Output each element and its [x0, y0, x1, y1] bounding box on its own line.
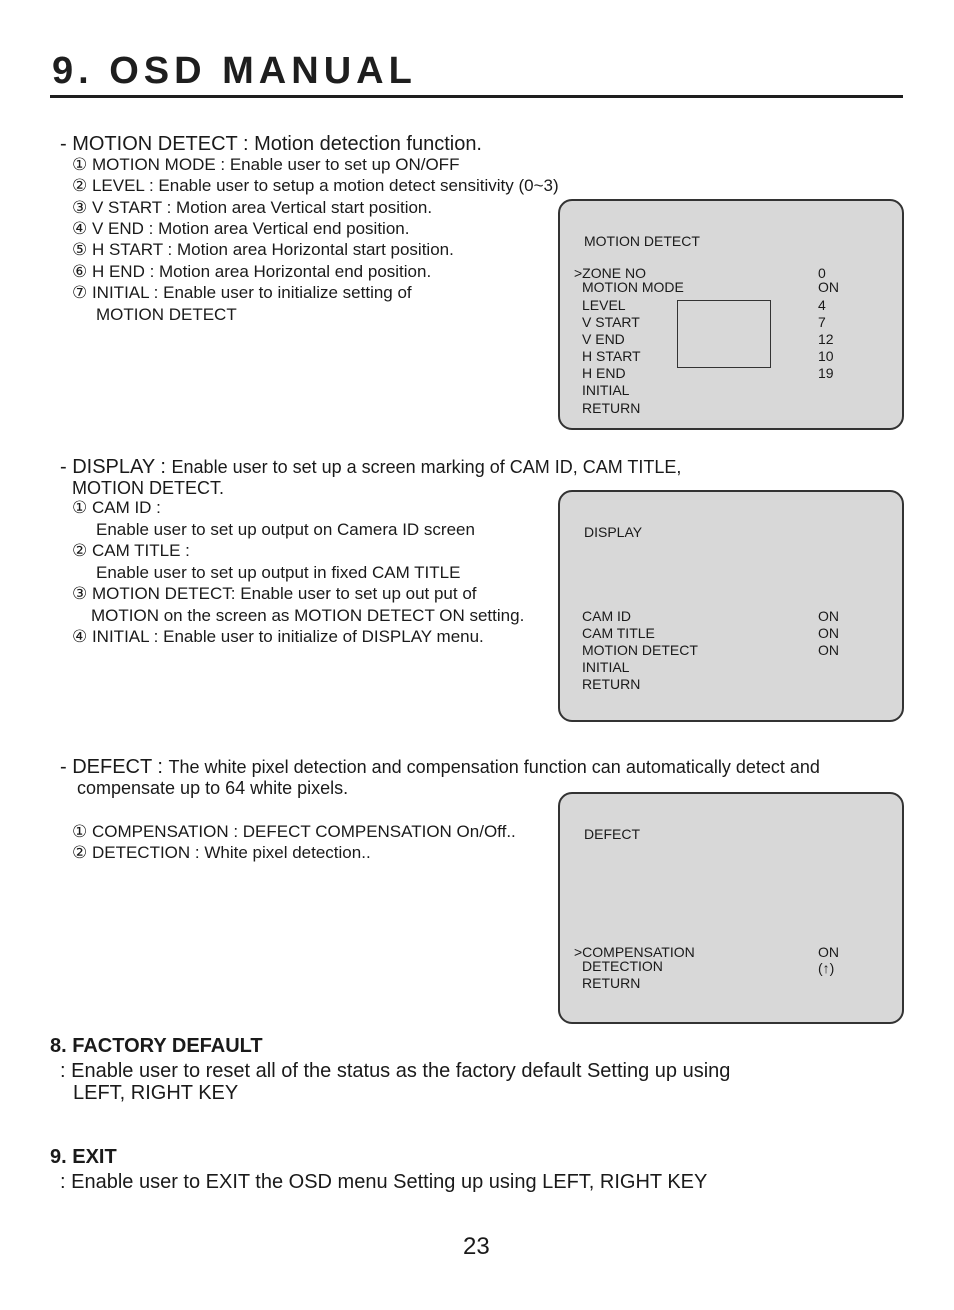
osd-row-label: MOTION MODE — [582, 279, 684, 295]
osd-row-label: H END — [582, 365, 626, 381]
defect-osd-screen — [558, 792, 904, 1024]
page-title: 9. OSD MANUAL — [52, 50, 417, 92]
osd-row-value: 4 — [818, 297, 826, 313]
display-item: ④ INITIAL : Enable user to initialize of DISPLAY menu. — [72, 627, 484, 646]
motion-detect-item: ⑦ INITIAL : Enable user to initialize setting of — [72, 283, 412, 302]
osd-row-value: ON — [818, 608, 839, 624]
title-rule — [50, 95, 903, 98]
display-heading — [60, 456, 681, 479]
osd-row-value: 12 — [818, 331, 834, 347]
motion-detect-osd-screen — [558, 199, 904, 430]
osd-row-label: RETURN — [582, 676, 641, 692]
display-item: ① CAM ID : — [72, 498, 161, 517]
page-number: 23 — [463, 1233, 490, 1260]
defect-heading-line2: compensate up to 64 white pixels. — [77, 778, 349, 798]
osd-row-label: RETURN — [582, 400, 641, 416]
osd-row-label: LEVEL — [582, 297, 626, 313]
defect-item: ① COMPENSATION : DEFECT COMPENSATION On/Off.. — [72, 822, 516, 841]
exit-text: : Enable user to EXIT the OSD menu Setting up using LEFT, RIGHT KEY — [60, 1171, 708, 1193]
osd-row-label: H START — [582, 348, 641, 364]
defect-heading — [60, 756, 820, 779]
motion-zone-box — [677, 300, 771, 368]
display-heading-rest: Enable user to set up a screen marking of CAM ID, CAM TITLE, — [171, 457, 682, 477]
osd-row-value: ON — [818, 944, 839, 960]
motion-detect-item: ⑤ H START : Motion area Horizontal start position. — [72, 240, 454, 259]
motion-detect-item: ① MOTION MODE : Enable user to set up ON/OFF — [72, 155, 460, 174]
factory-default-text: LEFT, RIGHT KEY — [73, 1082, 239, 1104]
motion-detect-item: ③ V START : Motion area Vertical start position. — [72, 198, 433, 217]
motion-detect-item: ② LEVEL : Enable user to setup a motion detect sensitivity (0~3) — [72, 176, 559, 195]
osd-screen-title: MOTION DETECT — [584, 233, 700, 249]
factory-default-heading: 8. FACTORY DEFAULT — [50, 1035, 263, 1057]
osd-row-label: RETURN — [582, 975, 641, 991]
display-item: ② CAM TITLE : — [72, 541, 190, 560]
osd-row-label: V END — [582, 331, 625, 347]
osd-row-value: 10 — [818, 348, 834, 364]
osd-row-label: >COMPENSATION — [574, 944, 695, 960]
display-item: Enable user to set up output on Camera ID screen — [96, 520, 475, 539]
osd-row-value: ON — [818, 642, 839, 658]
osd-row-label: CAM ID — [582, 608, 631, 624]
osd-row-value: 0 — [818, 265, 826, 281]
defect-heading-rest: The white pixel detection and compensation function can automatically detect and — [168, 757, 820, 777]
osd-row-label: INITIAL — [582, 659, 630, 675]
osd-screen-title: DEFECT — [584, 826, 640, 842]
display-heading-lead: - DISPLAY : — [60, 456, 172, 478]
osd-row-value: 7 — [818, 314, 826, 330]
exit-heading: 9. EXIT — [50, 1146, 117, 1168]
factory-default-text: : Enable user to reset all of the status as the factory default Setting up using — [60, 1060, 731, 1082]
osd-row-label: CAM TITLE — [582, 625, 655, 641]
osd-row-label: >ZONE NO — [574, 265, 646, 281]
defect-item: ② DETECTION : White pixel detection.. — [72, 843, 371, 862]
motion-detect-item: ④ V END : Motion area Vertical end position. — [72, 219, 410, 238]
osd-screen-title: DISPLAY — [584, 524, 643, 540]
osd-row-value: ON — [818, 625, 839, 641]
osd-row-value: (↑) — [818, 960, 835, 976]
motion-detect-heading: - MOTION DETECT : Motion detection function. — [60, 133, 482, 155]
osd-row-label: MOTION DETECT — [582, 642, 698, 658]
osd-row-label: DETECTION — [582, 958, 663, 974]
display-osd-screen — [558, 490, 904, 722]
motion-detect-item: MOTION DETECT — [96, 305, 237, 324]
osd-row-label: INITIAL — [582, 382, 630, 398]
display-item: Enable user to set up output in fixed CAM TITLE — [96, 563, 461, 582]
display-heading-line2: MOTION DETECT. — [72, 478, 224, 498]
osd-row-value: 19 — [818, 365, 834, 381]
defect-heading-lead: - DEFECT : — [60, 756, 169, 778]
osd-row-value: ON — [818, 279, 839, 295]
motion-detect-item: ⑥ H END : Motion area Horizontal end position. — [72, 262, 432, 281]
display-item: ③ MOTION DETECT: Enable user to set up out put of — [72, 584, 477, 603]
display-item: MOTION on the screen as MOTION DETECT ON setting. — [91, 606, 525, 625]
osd-row-label: V START — [582, 314, 640, 330]
